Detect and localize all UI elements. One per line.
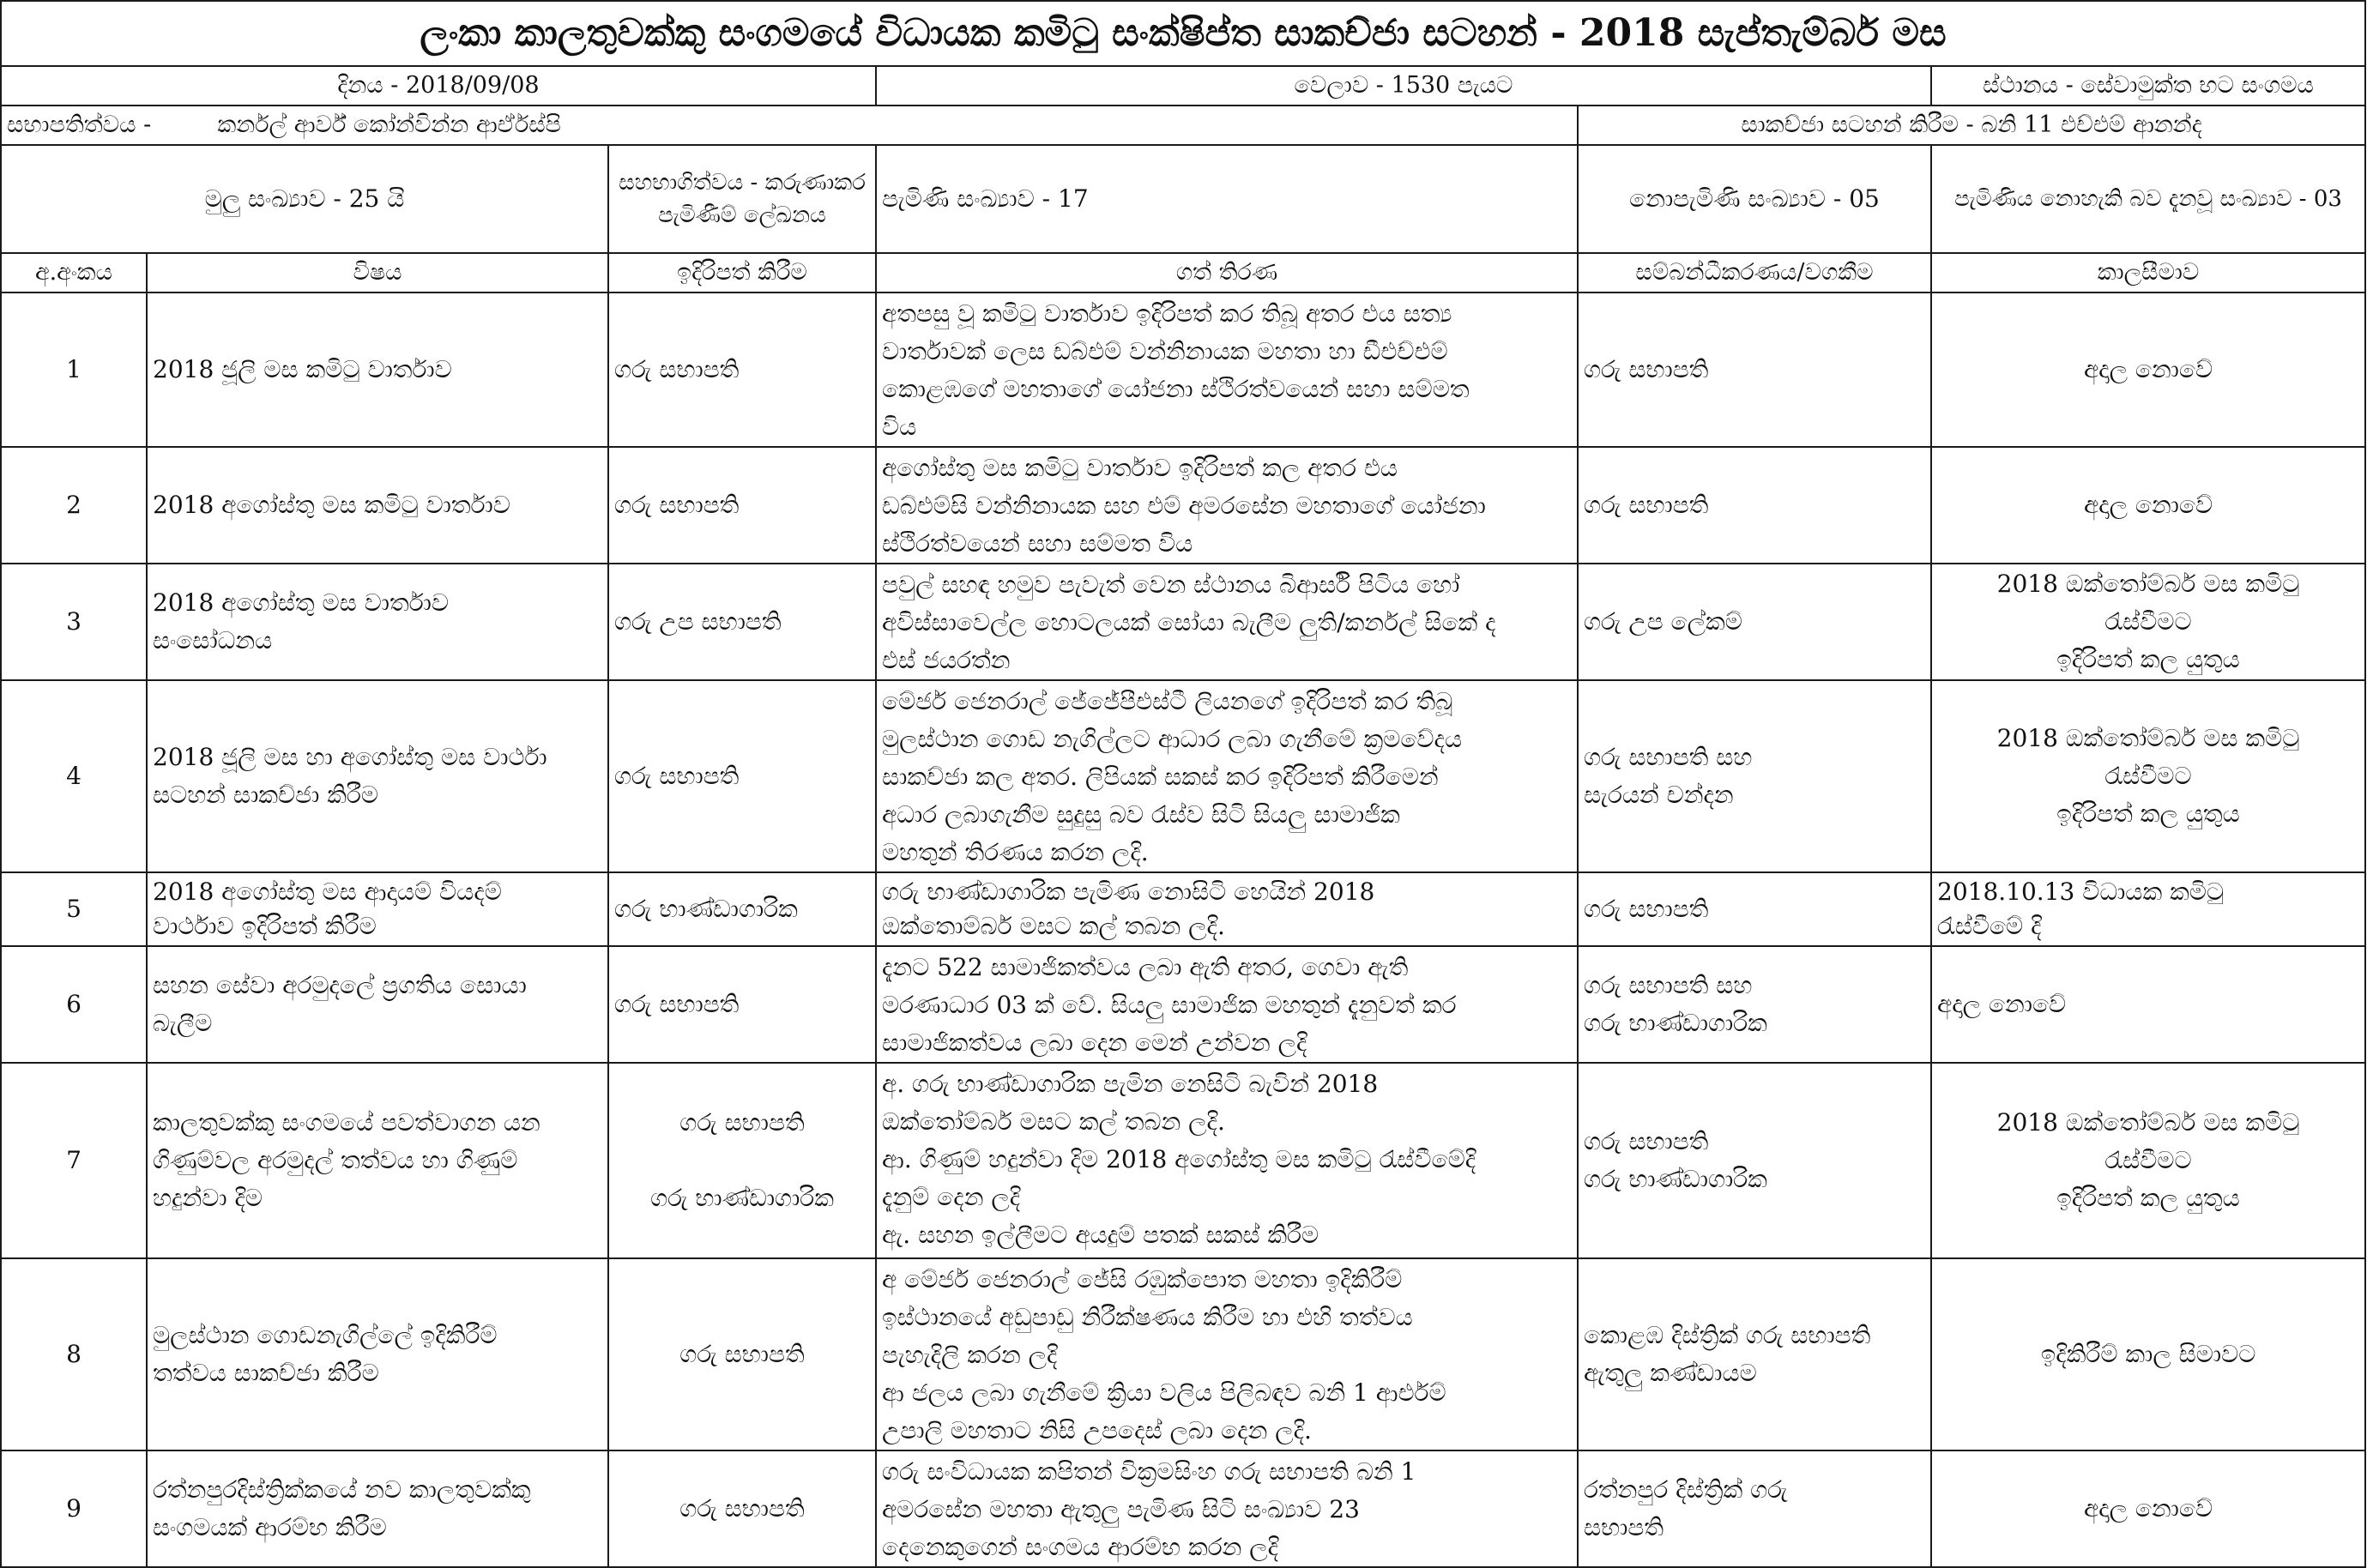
row-decision: ගරු සංවිධායක කපිතන් වික්‍රමසිංහ ගරු සභාපති බනි 1 අමරසේන මහතා ඇතුලු පැමිණ සිටි සංඛ්‍යාව 23 දෙනෙකුගෙන් සංගමය ආරම්භ කරන ලදි [876,1450,1578,1567]
row-presented-by: ගරු සභාපති [608,1450,876,1567]
row-coordination: ගරු සභාපති [1578,292,1931,447]
row-subject: 2018 අගෝස්තු මස වාර්තාව සංසෝධනය [147,564,608,680]
table-row [1,1450,2365,1567]
row-coordination: ගරු සභාපති [1578,447,1931,564]
attendance-label: සහභාගිත්වය - කරුණාකර පැමිණීම් ලේඛනය [608,145,876,253]
row-decision: අ මේජර් ජෙනරාල් ජේසි රඹුක්පොත මහතා ඉදිකිරීම් ඉස්ථානයේ අඩුපාඩු නිරීක්ෂණය කිරීම හා එහි තත්වය පැහැදිලි කරන ලදි ආ ජලය ලබා ගැනීමේ ක්‍රියා වලිය පිලිබඳව බනි 1 ආර්එම් උපාලි මහතාට නිසි උපදෙස් ලබා දෙන ලදි. [876,1258,1578,1450]
chair-cell [1,106,1578,145]
header-deadline: කාලසීමාව [1931,253,2365,292]
row-coordination: ගරු සභාපති ගරු භාණ්ඩාගාරික [1578,1063,1931,1258]
meta-row-1 [1,66,2365,106]
row-presented-by: ගරු සභාපති [608,946,876,1063]
header-presented-by: ඉදිරිපත් කිරීම [608,253,876,292]
row-decision: අ. ගරු භාණ්ඩාගාරික පැමින නෙසිටි බැවින් 2018 ඔක්තෝම්බර් මසට කල් තබන ලදි. ආ. ගිණුම් හදුන්වා දිම 2018 අගෝස්තු මස කමිටු රැස්වීමේදි දැනුම් දෙන ලදි ඇ. සහන ඉල්ලීමට අයදුම් පතක් සකස් කිරීම [876,1063,1578,1258]
row-presented-by: ගරු සභාපති [608,447,876,564]
row-presented-by: ගරු සභාපති [608,1258,876,1450]
row-coordination: ගරු සභාපති සහ ගරු භාණ්ඩාගාරික [1578,946,1931,1063]
meeting-venue: ස්ථානය - සේවාමුක්ත භට සංගමය [1931,66,2365,106]
row-deadline: අදාල නොවේ [1931,946,2365,1063]
row-decision: අතපසු වූ කමිටු වාර්තාව ඉදිරිපත් කර තිබූ අතර එය සත්‍ය වාර්තාවක් ලෙස ඩබ්එම් වන්නිනායක මහතා හා ඩීඑච්එම් කොළඹගේ මහතාගේ යෝජනා ස්ථිරත්වයෙන් සහා සම්මත විය [876,292,1578,447]
row-number: 9 [1,1450,147,1567]
row-presented-by: ගරු උප සභාපති [608,564,876,680]
row-decision: පවුල් සහඳ හමුව පැවැත් වෙන ස්ථානය බිආර්සි පිටිය හෝ අවිස්සාවෙල්ල හොටලයක් සෝයා බැලීම ලුති/කර්නල් සිකේ ද එස් ජයරත්න [876,564,1578,680]
counts-row [1,145,2365,253]
row-decision: දැනට 522 සාමාජිකත්වය ලබා ඇති අතර, ගෙවා ඇති මරණාධාර 03 ක් වේ. සියලු සාමාජික මහතුන් දැනුවත් කර සාමාජිකත්වය ලබා දෙන මෙන් උන්වන ලදි [876,946,1578,1063]
meta-row-2 [1,106,2365,145]
header-subject: විෂය [147,253,608,292]
row-subject: 2018 ජූලි මස හා අගෝස්තු මස වාර්ථා සටහන් සාකච්ජා කිරීම [147,680,608,872]
row-deadline: ඉදිකිරීම් කාල සිමාවට [1931,1258,2365,1450]
row-coordination: රත්නපුර දිස්ත්‍රික් ගරු සභාපති [1578,1450,1931,1567]
table-row [1,872,2365,946]
row-deadline: 2018 ඔක්තෝම්බර් මස කමිටු රැස්වීමට ඉදිරිපත් කල යුතුය [1931,564,2365,680]
row-number: 2 [1,447,147,564]
row-number: 3 [1,564,147,680]
row-coordination: ගරු සභාපති සහ සැරයන් චන්දන [1578,680,1931,872]
row-number: 5 [1,872,147,946]
row-deadline: 2018.10.13 විධායක කමිටු රැස්වීමේ දි [1931,872,2365,946]
present-count: පැමිණි සංඛ්‍යාව - 17 [876,145,1578,253]
chair-label: සභාපතිත්වය - [7,112,152,138]
row-subject: 2018 අගෝස්තු මස ආදායම් වියදම් වාර්ථාව ඉදිරිපත් කිරීම [147,872,608,946]
row-decision: ගරු භාණ්ඩාගාරික පැමිණ නොසිටි හෙයින් 2018 ඔක්තොම්බර් මසට කල් තබන ලදි. [876,872,1578,946]
title-row [1,1,2365,66]
row-coordination: කොළඹ දිස්ත්‍රික් ගරු සභාපති ඇතුලු කණ්ඩායම [1578,1258,1931,1450]
header-coordination: සම්බන්ධීකරණය/වගකීම [1578,253,1931,292]
row-number: 1 [1,292,147,447]
row-decision: අගෝස්තු මස කමිටු වාර්තාව ඉදිරිපත් කල අතර එය ඩබ්එම්සි වන්නිනායක සහ එම් අමරසේන මහතාගේ යෝජනා ස්ථිරත්වයෙන් සහා සම්මත විය [876,447,1578,564]
row-presented-by: ගරු සභාපති ගරු භාණ්ඩාගාරික [608,1063,876,1258]
table-row [1,1063,2365,1258]
row-deadline: අදාල නොවේ [1931,292,2365,447]
table-row [1,1258,2365,1450]
row-subject: රත්නපුරදිස්ත්‍රික්කයේ නව කාලතුවක්කු සංගමයක් ආරම්භ කිරීම [147,1450,608,1567]
row-subject: කාලතුවක්කු සංගමයේ පවත්වාගන යන ගිණුම්වල අරමුදල් තත්වය හා ගිණුම් හදුන්වා දිම [147,1063,608,1258]
absent-count: නොපැමිණි සංඛ්‍යාව - 05 [1578,145,1931,253]
minutes-by: සාකච්ජා සටහන් කිරීම - බනි 11 එච්එම් ආනන්ද [1578,106,2365,145]
row-number: 4 [1,680,147,872]
row-presented-by: ගරු සභාපති [608,680,876,872]
row-deadline: අදාල නොවේ [1931,1450,2365,1567]
table-row [1,946,2365,1063]
row-number: 7 [1,1063,147,1258]
row-subject: 2018 ජූලි මස කමිටු වාර්තාව [147,292,608,447]
row-deadline: අදාල නොවේ [1931,447,2365,564]
row-coordination: ගරු සභාපති [1578,872,1931,946]
row-subject: 2018 අගෝස්තු මස කමිටු වාර්තාව [147,447,608,564]
meeting-date: දිනය - 2018/09/08 [1,66,876,106]
total-count: මුලු සංඛ්‍යාව - 25 යි [1,145,608,253]
table-row [1,564,2365,680]
row-number: 8 [1,1258,147,1450]
table-row [1,292,2365,447]
row-number: 6 [1,946,147,1063]
row-subject: සහන සේවා අරමුදලේ ප්‍රගතිය සොයා බැලීම [147,946,608,1063]
excused-count: පැමිණිය නොහැකි බව දැනවූ සංඛ්‍යාව - 03 [1931,145,2365,253]
header-decision: ගත් තිරණ [876,253,1578,292]
row-coordination: ගරු උප ලේකම් [1578,564,1931,680]
column-header-row [1,253,2365,292]
document-title: ලංකා කාලතුවක්කු සංගමයේ විධායක කමිටු සංක්ෂිප්ත සාකච්ජා සටහන් - 2018 සැප්තැම්බර් මස [1,1,2365,66]
chair-name: කර්නල් ආර්ව් කෝන්වින්න ආර්ඒස්පි [217,112,561,138]
row-decision: මේජර් ජෙනරාල් ජේජේපීඑස්ටී ලියනගේ ඉදිරිපත් කර තිබූ මුලස්ථාන ගොඩ නැගිල්ලට ආධාර ලබා ගැනීමේ ක්‍රමවේදය සාකච්ජා කල අතර. ලිපියක් සකස් කර ඉදිරිපත් කිරීමෙන් අධාර ලබාගැනීම සුදුසු බව රැස්ව සිටි සියලු සාමාජික මහතුන් තිරණය කරන ලදි. [876,680,1578,872]
table-row [1,447,2365,564]
row-subject: මුලස්ථාන ගොඩනැගිල්ලේ ඉදිකිරීම් තත්වය සාකච්ජා කිරීම [147,1258,608,1450]
table-row [1,680,2365,872]
meeting-time: වෙලාව - 1530 පැයට [876,66,1931,106]
row-deadline: 2018 ඔක්තෝම්බර් මස කමිටු රැස්වීමට ඉදිරිපත් කල යුතුය [1931,680,2365,872]
row-presented-by: ගරු සභාපති [608,292,876,447]
row-deadline: 2018 ඔක්තෝම්බර් මස කමිටු රැස්වීමට ඉදිරිපත් කල යුතුය [1931,1063,2365,1258]
row-presented-by: ගරු භාණ්ඩාගාරික [608,872,876,946]
header-no: අ.අංකය [1,253,147,292]
